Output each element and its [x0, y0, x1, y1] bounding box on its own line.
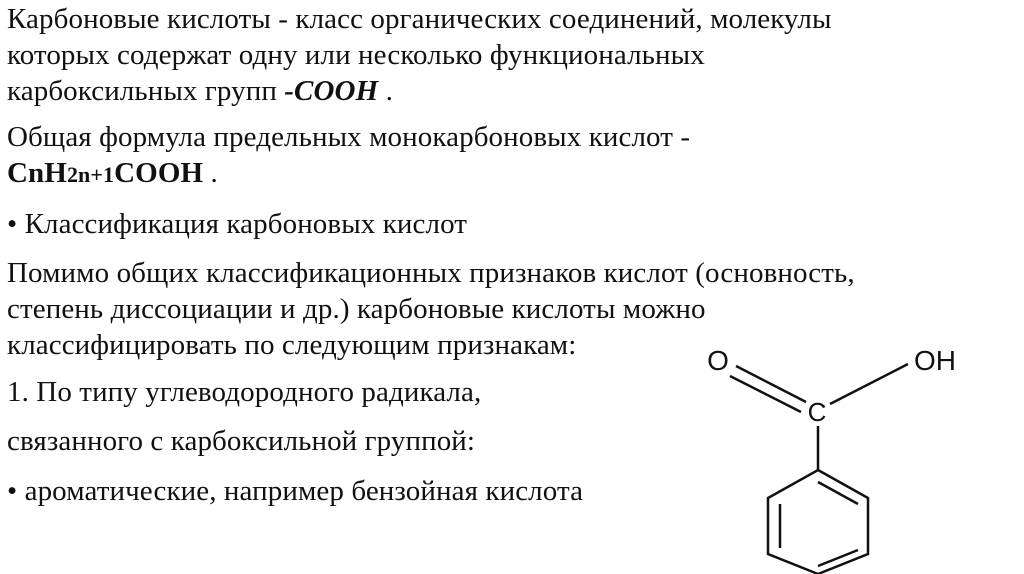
ring-double-bond-3	[818, 550, 858, 566]
formula-n: n	[28, 157, 45, 189]
atom-oh-label: OH	[914, 345, 956, 376]
definition-period: .	[378, 75, 393, 107]
aromatic-example: • ароматические, например бензойная кислота	[7, 475, 584, 507]
carboxyl-group-label: -COOH	[284, 75, 379, 107]
formula-cooh: COOH	[114, 157, 204, 189]
definition-text: карбоксильных групп	[7, 75, 285, 107]
benzoic-acid-structure	[680, 330, 1024, 574]
single-bond-oh	[830, 364, 908, 404]
classification-intro-line-1: Помимо общих классификационных признаков кислот (основность,	[7, 257, 855, 289]
ring-double-bond-1	[818, 482, 858, 504]
formula-c: C	[7, 157, 29, 189]
definition-line-2: которых содержат одну или несколько функциональных	[7, 39, 705, 71]
classification-intro-line-3: классифицировать по следующим признакам:	[7, 329, 577, 361]
definition-line-1: Карбоновые кислоты - класс органических соединений, молекулы	[7, 3, 832, 35]
atom-c-label: C	[807, 397, 827, 427]
atom-o-label: O	[707, 345, 729, 376]
definition-line-3	[7, 74, 393, 108]
criterion-1-line-1: 1. По типу углеводородного радикала,	[7, 376, 482, 408]
classification-intro-line-2: степень диссоциации и др.) карбоновые кислоты можно	[7, 293, 706, 325]
classification-heading: • Классификация карбоновых кислот	[7, 208, 468, 240]
general-formula-line-1: Общая формула предельных монокарбоновых кислот -	[7, 121, 691, 153]
general-formula	[7, 156, 218, 192]
benzene-ring	[768, 470, 868, 574]
criterion-1-line-2: связанного с карбоксильной группой:	[7, 425, 476, 457]
formula-period: .	[203, 157, 218, 189]
formula-h: H	[44, 157, 67, 189]
formula-subscript: 2n+1	[66, 162, 115, 187]
